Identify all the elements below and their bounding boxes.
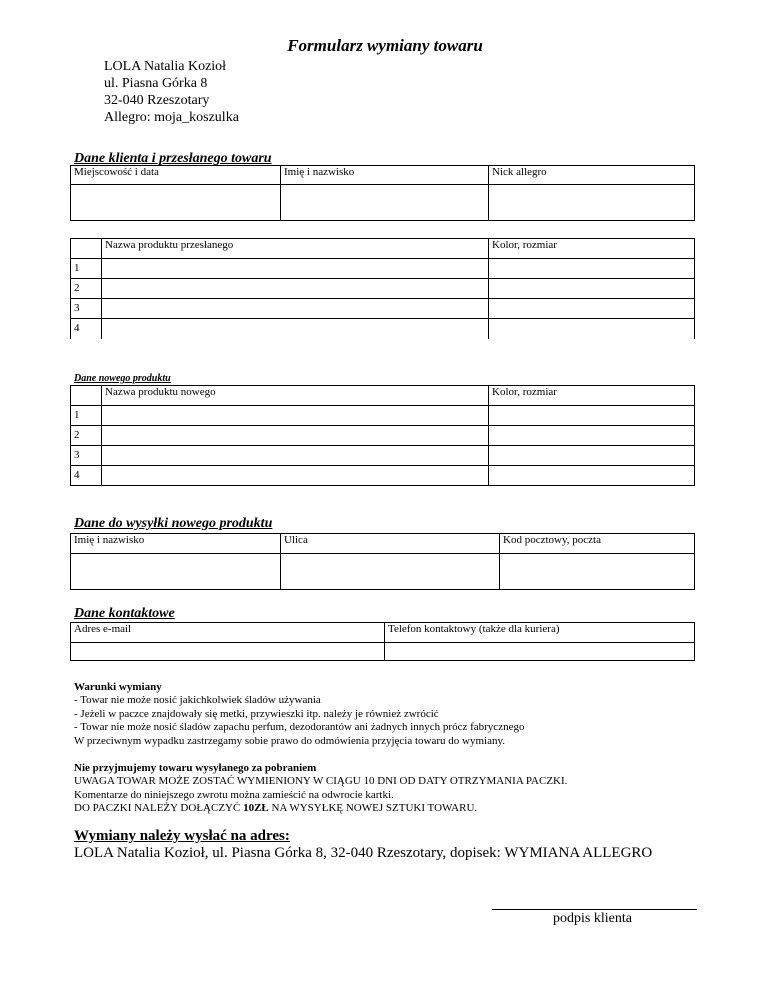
notes-fee: 10ZŁ	[243, 802, 269, 815]
seller-allegro: Allegro: moja_koszulka	[104, 110, 239, 125]
client-header-nick: Nick allegro	[489, 166, 695, 185]
sent-color-field[interactable]	[489, 279, 695, 299]
notes-line-1: UWAGA TOWAR MOŻE ZOSTAĆ WYMIENIONY W CIĄGU 10 DNI OD DATY OTRZYMANIA PACZKI.	[74, 775, 568, 788]
row-number: 3	[71, 299, 102, 319]
row-number: 2	[71, 426, 102, 446]
new-name-header: Nazwa produktu nowego	[102, 386, 489, 406]
table-row	[71, 279, 695, 299]
seller-city: 32-040 Rzeszotary	[104, 93, 210, 108]
new-color-field[interactable]	[489, 466, 695, 486]
table-row	[71, 466, 695, 486]
shipping-header-street: Ulica	[281, 534, 500, 554]
new-name-field[interactable]	[102, 426, 489, 446]
form-title: Formularz wymiany towaru	[287, 36, 483, 55]
notes-line-3	[74, 802, 567, 815]
send-to-address: LOLA Natalia Kozioł, ul. Piasna Górka 8, 32-040 Rzeszotary, dopisek: WYMIANA ALLEGRO	[74, 845, 653, 861]
contact-table	[70, 622, 695, 661]
seller-name: LOLA Natalia Kozioł	[104, 59, 227, 74]
client-table	[70, 165, 695, 221]
client-nick-field[interactable]	[489, 185, 695, 221]
new-name-field[interactable]	[102, 406, 489, 426]
send-to-block	[74, 828, 652, 862]
signature-label: podpis klienta	[553, 911, 632, 926]
sent-name-field[interactable]	[102, 279, 489, 299]
row-number: 4	[71, 466, 102, 486]
seller-address	[104, 58, 239, 126]
shipping-street-field[interactable]	[281, 554, 500, 590]
shipping-postal-field[interactable]	[500, 554, 695, 590]
new-color-field[interactable]	[489, 406, 695, 426]
sent-num-header	[71, 239, 102, 259]
new-num-header	[71, 386, 102, 406]
condition-item: - Towar nie może nosić jakichkolwiek śladów używania	[74, 694, 321, 707]
new-products-table	[70, 385, 695, 486]
row-number: 4	[71, 319, 102, 339]
new-name-field[interactable]	[102, 466, 489, 486]
new-color-field[interactable]	[489, 446, 695, 466]
client-header-name: Imię i nazwisko	[281, 166, 489, 185]
seller-street: ul. Piasna Górka 8	[104, 76, 208, 91]
notes-heading: Nie przyjmujemy towaru wysyłanego za pobraniem	[74, 762, 317, 774]
condition-item: W przeciwnym wypadku zastrzegamy sobie prawo do odmówienia przyjęcia towaru do wymiany.	[74, 734, 506, 747]
client-section-heading: Dane klienta i przesłanego towaru	[74, 151, 272, 166]
table-row	[71, 319, 695, 339]
phone-field[interactable]	[385, 643, 695, 661]
send-to-heading: Wymiany należy wysłać na adres:	[74, 828, 290, 844]
sent-color-header: Kolor, rozmiar	[489, 239, 695, 259]
email-field[interactable]	[71, 643, 385, 661]
notes-line-2: Komentarze do niniejszego zwrotu można zamieścić na odwrocie kartki.	[74, 788, 394, 801]
new-color-field[interactable]	[489, 426, 695, 446]
sent-color-field[interactable]	[489, 259, 695, 279]
table-row	[71, 406, 695, 426]
signature-line[interactable]	[492, 909, 697, 910]
new-color-header: Kolor, rozmiar	[489, 386, 695, 406]
contact-section-heading: Dane kontaktowe	[74, 606, 175, 621]
table-row	[71, 446, 695, 466]
sent-color-field[interactable]	[489, 319, 695, 339]
condition-item: - Towar nie może nosić śladów zapachu perfum, dezodorantów ani żadnych innych prócz fabrycznego	[74, 721, 525, 734]
row-number: 1	[71, 406, 102, 426]
shipping-table	[70, 533, 695, 590]
condition-item: - Jeżeli w paczce znajdowały się metki, przywieszki itp. należy je również zwrócić	[74, 707, 439, 720]
table-row	[71, 299, 695, 319]
row-number: 1	[71, 259, 102, 279]
new-name-field[interactable]	[102, 446, 489, 466]
sent-name-header: Nazwa produktu przesłanego	[102, 239, 489, 259]
sent-products-table	[70, 238, 695, 339]
shipping-header-name: Imię i nazwisko	[71, 534, 281, 554]
shipping-header-postal: Kod pocztowy, poczta	[500, 534, 695, 554]
notes-line-3-text-end: NA WYSYŁKĘ NOWEJ SZTUKI TOWARU.	[268, 802, 478, 815]
contact-header-phone: Telefon kontaktowy (także dla kuriera)	[385, 623, 695, 643]
table-row	[71, 259, 695, 279]
contact-header-email: Adres e-mail	[71, 623, 385, 643]
shipping-section-heading: Dane do wysyłki nowego produktu	[74, 516, 273, 531]
sent-name-field[interactable]	[102, 299, 489, 319]
client-name-field[interactable]	[281, 185, 489, 221]
conditions-block	[74, 681, 524, 748]
sent-color-field[interactable]	[489, 299, 695, 319]
row-number: 2	[71, 279, 102, 299]
shipping-name-field[interactable]	[71, 554, 281, 590]
row-number: 3	[71, 446, 102, 466]
table-row	[71, 426, 695, 446]
new-product-heading: Dane nowego produktu	[74, 373, 171, 384]
conditions-heading: Warunki wymiany	[74, 681, 162, 693]
client-place-date-field[interactable]	[71, 185, 281, 221]
notes-line-3-text: DO PACZKI NALEŻY DOŁĄCZYĆ	[74, 802, 244, 815]
sent-name-field[interactable]	[102, 319, 489, 339]
notes-block	[74, 762, 567, 816]
client-header-place-date: Miejscowość i data	[71, 166, 281, 185]
sent-name-field[interactable]	[102, 259, 489, 279]
